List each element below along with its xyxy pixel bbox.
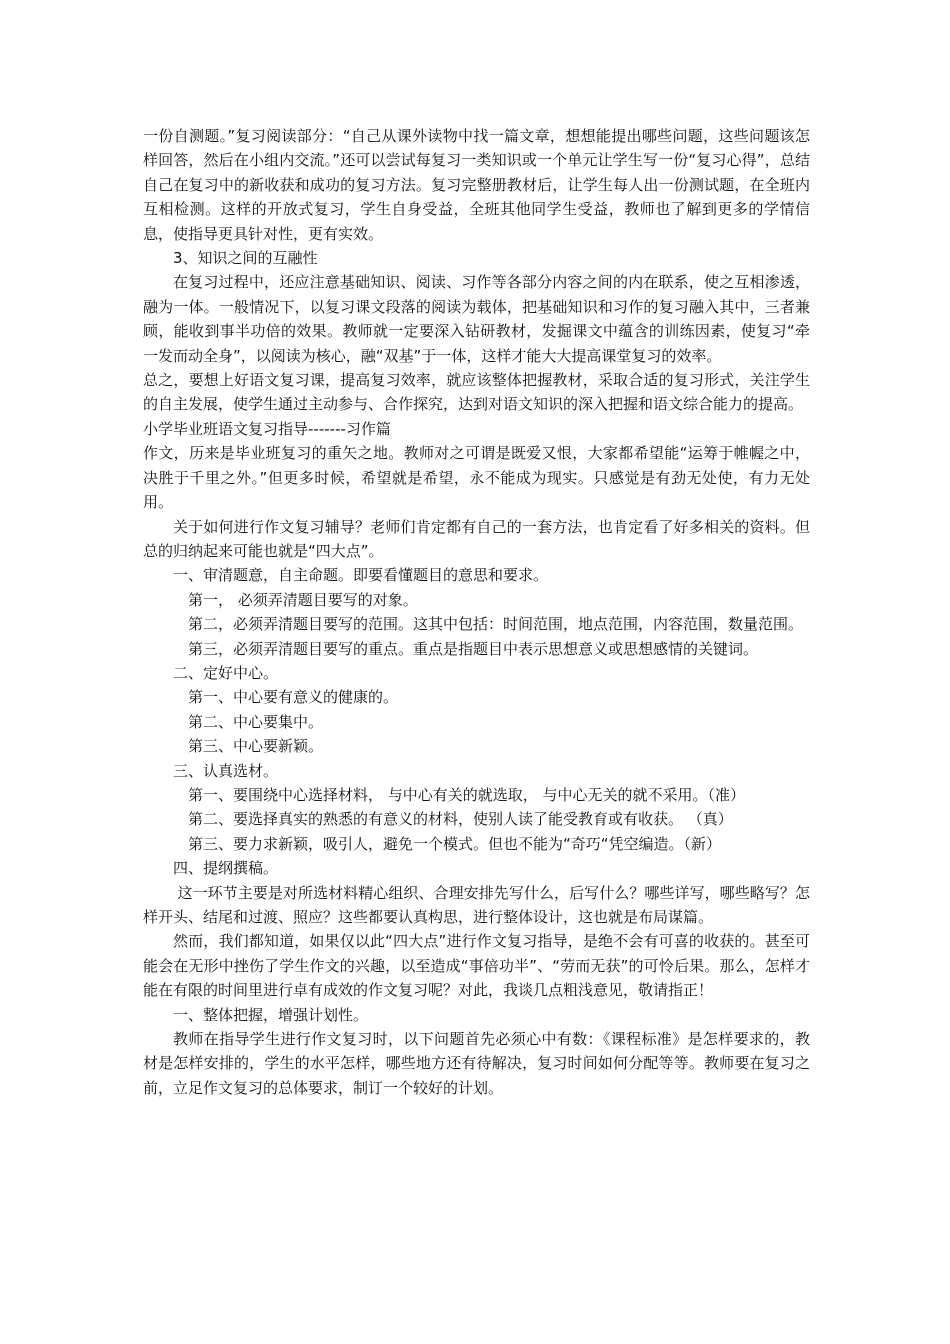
list-item-2-2: 第二、中心要集中。 [188,712,324,731]
heading-knowledge-integration: 3、知识之间的互融性 [173,249,318,268]
document-page [143,124,810,1100]
list-item-1-1: 第一， 必须弄清题目要写的对象。 [188,590,418,609]
paragraph-however: 然而，我们都知道，如果仅以此“四大点”进行作文复习指导，是绝不会有可喜的收获的。甚至可能会在无形中挫伤了学生作文的兴趣，以至造成“事倍功半”、“劳而无获”的可怜后果。那么，怎样才能在有限的时间里进行卓有成效的作文复习呢？对此，我谈几点粗浅意见，敬请指正！ [143,932,810,1000]
paragraph-summary: 总之，要想上好语文复习课，提高复习效率，就应该整体把握教材，采取合适的复习形式，关注学生的自主发展，使学生通过主动参与、合作探究，达到对语文知识的深入把握和语文综合能力的提高。 [143,371,810,414]
paragraph-teacher-guidance: 教师在指导学生进行作文复习时，以下问题首先必须心中有数：《课程标准》是怎样要求的，教材是怎样安排的，学生的水平怎样，哪些地方还有待解决，复习时间如何分配等等。教师要在复习之前，立足作文复习的总体要求，制订一个较好的计划。 [143,1030,810,1097]
list-item-3-2: 第二、要选择真实的熟悉的有意义的材料，使别人读了能受教育或有收获。 （真） [188,810,733,829]
list-item-3-3: 第三、要力求新颖，吸引人，避免一个模式。但也不能为“奇巧“凭空编造。（新） [188,834,722,853]
list-item-1-3: 第三，必须弄清题目要写的重点。重点是指题目中表示思想意义或思想感情的关键词。 [188,639,759,658]
list-item-1-2: 第二，必须弄清题目要写的范围。这其中包括：时间范围，地点范围，内容范围，数量范围。 [188,615,804,634]
list-item-2-1: 第一、中心要有意义的健康的。 [188,688,399,707]
heading-point-1: 一、审清题意，自主命题。即要看懂题目的意思和要求。 [173,566,549,585]
heading-point-2: 二、定好中心。 [173,663,279,682]
section-title-composition: 小学毕业班语文复习指导-------习作篇 [143,419,391,438]
heading-point-3: 三、认真选材。 [173,761,279,780]
heading-point-4: 四、提纲撰稿。 [173,859,279,878]
list-item-2-3: 第三、中心要新颖。 [188,737,324,756]
paragraph-self-test: 一份自测题。”复习阅读部分：“自己从课外读物中找一篇文章，想想能提出哪些问题，这些问题该怎样回答，然后在小组内交流。”还可以尝试每复习一类知识或一个单元让学生写一份“复习心得”，总结自己在复习中的新收获和成功的复习方法。复习完整册教材后，让学生每人出一份测试题，在全班内互相检测。这样的开放式复习，学生自身受益，全班其他同学生受益，教师也了解到更多的学情信息，使指导更具针对性，更有实效。 [143,127,810,243]
heading-overall-planning: 一、整体把握，增强计划性。 [173,1005,369,1024]
paragraph-composition-intro: 作文，历来是毕业班复习的重矢之地。教师对之可谓是既爱又恨，大家都希望能“运筹于帷幄之中，决胜于千里之外。”但更多时候，希望就是希望，永不能成为现实。只感觉是有劲无处使，有力无处用。 [143,444,810,512]
paragraph-four-points: 关于如何进行作文复习辅导？老师们肯定都有自己的一套方法，也肯定看了好多相关的资料。但总的归纳起来可能也就是“四大点”。 [143,517,810,560]
list-item-3-1: 第一、要围绕中心选择材料， 与中心有关的就选取， 与中心无关的就不采用。（准） [188,785,746,804]
paragraph-outline: 这一环节主要是对所选材料精心组织、合理安排先写什么，后写什么？哪些详写，哪些略写？怎样开头、结尾和过渡、照应？这些都要认真构思，进行整体设计，这也就是布局谋篇。 [143,883,810,926]
paragraph-review-process: 在复习过程中，还应注意基础知识、阅读、习作等各部分内容之间的内在联系，使之互相渗透，融为一体。一般情况下，以复习课文段落的阅读为载体，把基础知识和习作的复习融入其中，三者兼顾，能收到事半功倍的效果。教师就一定要深入钻研教材，发掘课文中蕴含的训练因素，使复习“牵一发而动全身”，以阅读为核心，融“双基”于一体，这样才能大大提高课堂复习的效率。 [143,273,810,365]
